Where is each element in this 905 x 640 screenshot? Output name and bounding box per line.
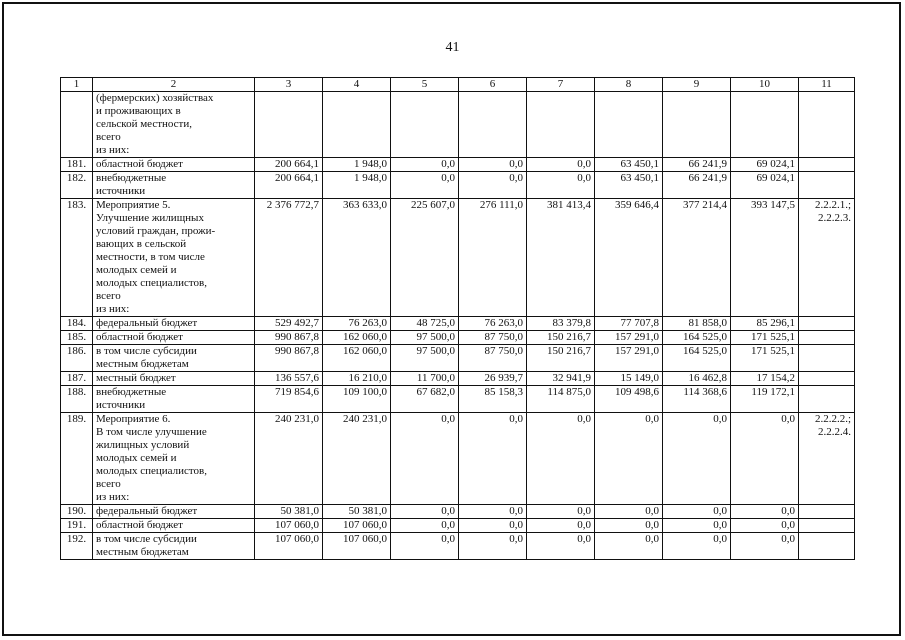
row-number-cell: 188. xyxy=(61,386,93,413)
amount-cell: 83 379,8 xyxy=(527,317,595,331)
amount-cell: 107 060,0 xyxy=(323,533,391,560)
row-name-cell: федеральный бюджет xyxy=(93,317,255,331)
amount-cell: 0,0 xyxy=(663,413,731,505)
amount-cell: 719 854,6 xyxy=(255,386,323,413)
table-row xyxy=(61,372,855,386)
amount-cell: 377 214,4 xyxy=(663,199,731,317)
column-header: 1 xyxy=(61,78,93,92)
table-row xyxy=(61,519,855,533)
amount-cell: 393 147,5 xyxy=(731,199,799,317)
amount-cell: 0,0 xyxy=(459,519,527,533)
amount-cell xyxy=(391,92,459,158)
row-number-cell: 189. xyxy=(61,413,93,505)
column-header: 7 xyxy=(527,78,595,92)
row-number-cell xyxy=(61,92,93,158)
amount-cell: 97 500,0 xyxy=(391,345,459,372)
amount-cell: 15 149,0 xyxy=(595,372,663,386)
row-name-cell: внебюджетные источники xyxy=(93,386,255,413)
table-row xyxy=(61,505,855,519)
column-header: 11 xyxy=(799,78,855,92)
amount-cell: 164 525,0 xyxy=(663,331,731,345)
amount-cell: 276 111,0 xyxy=(459,199,527,317)
amount-cell: 0,0 xyxy=(595,519,663,533)
column-header: 9 xyxy=(663,78,731,92)
amount-cell: 17 154,2 xyxy=(731,372,799,386)
row-name-cell: Мероприятие 6. В том числе улучшение жилищных условий молодых семей и молодых специалистов, всего из них: xyxy=(93,413,255,505)
amount-cell: 0,0 xyxy=(459,533,527,560)
amount-cell: 0,0 xyxy=(595,413,663,505)
amount-cell: 0,0 xyxy=(391,158,459,172)
amount-cell: 0,0 xyxy=(459,172,527,199)
table-row xyxy=(61,345,855,372)
amount-cell: 0,0 xyxy=(391,505,459,519)
program-ref-cell xyxy=(799,505,855,519)
amount-cell: 109 498,6 xyxy=(595,386,663,413)
row-number-cell: 191. xyxy=(61,519,93,533)
amount-cell: 16 462,8 xyxy=(663,372,731,386)
table-row xyxy=(61,199,855,317)
amount-cell: 85 158,3 xyxy=(459,386,527,413)
table-row xyxy=(61,533,855,560)
amount-cell: 16 210,0 xyxy=(323,372,391,386)
amount-cell: 0,0 xyxy=(731,505,799,519)
amount-cell: 114 875,0 xyxy=(527,386,595,413)
amount-cell: 990 867,8 xyxy=(255,331,323,345)
amount-cell: 157 291,0 xyxy=(595,331,663,345)
amount-cell: 69 024,1 xyxy=(731,172,799,199)
program-ref-cell xyxy=(799,386,855,413)
program-ref-cell xyxy=(799,172,855,199)
amount-cell: 0,0 xyxy=(391,533,459,560)
table-row xyxy=(61,317,855,331)
amount-cell: 107 060,0 xyxy=(255,533,323,560)
row-name-cell: Мероприятие 5. Улучшение жилищных условий граждан, прожи- вающих в сельской местности, в том числе молодых семей и молодых специалистов, всего из них: xyxy=(93,199,255,317)
column-header: 10 xyxy=(731,78,799,92)
amount-cell: 0,0 xyxy=(391,413,459,505)
amount-cell xyxy=(255,92,323,158)
amount-cell: 0,0 xyxy=(663,505,731,519)
row-name-cell: местный бюджет xyxy=(93,372,255,386)
table-row xyxy=(61,413,855,505)
amount-cell: 164 525,0 xyxy=(663,345,731,372)
amount-cell: 150 216,7 xyxy=(527,331,595,345)
row-number-cell: 181. xyxy=(61,158,93,172)
column-header: 6 xyxy=(459,78,527,92)
amount-cell: 63 450,1 xyxy=(595,158,663,172)
amount-cell xyxy=(663,92,731,158)
row-number-cell: 192. xyxy=(61,533,93,560)
table-row xyxy=(61,158,855,172)
program-ref-cell xyxy=(799,345,855,372)
amount-cell: 114 368,6 xyxy=(663,386,731,413)
amount-cell: 0,0 xyxy=(459,505,527,519)
program-ref-cell xyxy=(799,317,855,331)
column-number-row xyxy=(61,78,855,92)
amount-cell: 0,0 xyxy=(731,533,799,560)
amount-cell xyxy=(459,92,527,158)
amount-cell: 107 060,0 xyxy=(255,519,323,533)
column-header: 4 xyxy=(323,78,391,92)
amount-cell: 990 867,8 xyxy=(255,345,323,372)
amount-cell: 0,0 xyxy=(527,158,595,172)
table-row xyxy=(61,331,855,345)
amount-cell: 0,0 xyxy=(663,533,731,560)
amount-cell: 69 024,1 xyxy=(731,158,799,172)
amount-cell: 157 291,0 xyxy=(595,345,663,372)
amount-cell: 66 241,9 xyxy=(663,172,731,199)
amount-cell: 359 646,4 xyxy=(595,199,663,317)
amount-cell: 240 231,0 xyxy=(255,413,323,505)
amount-cell: 0,0 xyxy=(527,533,595,560)
row-name-cell: внебюджетные источники xyxy=(93,172,255,199)
amount-cell: 0,0 xyxy=(527,172,595,199)
row-name-cell: (фермерских) хозяйствах и проживающих в сельской местности, всего из них: xyxy=(93,92,255,158)
amount-cell: 136 557,6 xyxy=(255,372,323,386)
amount-cell xyxy=(731,92,799,158)
row-number-cell: 187. xyxy=(61,372,93,386)
amount-cell: 77 707,8 xyxy=(595,317,663,331)
program-ref-cell: 2.2.2.2.; 2.2.2.4. xyxy=(799,413,855,505)
amount-cell: 0,0 xyxy=(731,413,799,505)
row-number-cell: 186. xyxy=(61,345,93,372)
amount-cell: 1 948,0 xyxy=(323,172,391,199)
row-name-cell: федеральный бюджет xyxy=(93,505,255,519)
amount-cell: 85 296,1 xyxy=(731,317,799,331)
page-number: 41 xyxy=(445,40,460,55)
amount-cell: 67 682,0 xyxy=(391,386,459,413)
row-name-cell: в том числе субсидии местным бюджетам xyxy=(93,345,255,372)
amount-cell: 0,0 xyxy=(391,172,459,199)
column-header: 5 xyxy=(391,78,459,92)
program-ref-cell xyxy=(799,519,855,533)
amount-cell: 150 216,7 xyxy=(527,345,595,372)
amount-cell: 0,0 xyxy=(595,505,663,519)
amount-cell: 1 948,0 xyxy=(323,158,391,172)
amount-cell: 0,0 xyxy=(459,413,527,505)
program-ref-cell xyxy=(799,372,855,386)
amount-cell: 63 450,1 xyxy=(595,172,663,199)
amount-cell: 381 413,4 xyxy=(527,199,595,317)
amount-cell xyxy=(323,92,391,158)
program-ref-cell xyxy=(799,158,855,172)
amount-cell: 87 750,0 xyxy=(459,345,527,372)
amount-cell: 48 725,0 xyxy=(391,317,459,331)
row-name-cell: областной бюджет xyxy=(93,331,255,345)
amount-cell: 32 941,9 xyxy=(527,372,595,386)
amount-cell: 119 172,1 xyxy=(731,386,799,413)
amount-cell: 0,0 xyxy=(527,505,595,519)
column-header: 2 xyxy=(93,78,255,92)
row-name-cell: в том числе субсидии местным бюджетам xyxy=(93,533,255,560)
table-row xyxy=(61,92,855,158)
amount-cell: 76 263,0 xyxy=(459,317,527,331)
program-ref-cell xyxy=(799,331,855,345)
column-header: 3 xyxy=(255,78,323,92)
column-header: 8 xyxy=(595,78,663,92)
amount-cell: 240 231,0 xyxy=(323,413,391,505)
amount-cell xyxy=(527,92,595,158)
row-number-cell: 182. xyxy=(61,172,93,199)
program-ref-cell xyxy=(799,92,855,158)
amount-cell: 200 664,1 xyxy=(255,158,323,172)
row-number-cell: 190. xyxy=(61,505,93,519)
amount-cell: 66 241,9 xyxy=(663,158,731,172)
amount-cell: 0,0 xyxy=(731,519,799,533)
amount-cell: 50 381,0 xyxy=(255,505,323,519)
amount-cell: 363 633,0 xyxy=(323,199,391,317)
amount-cell: 225 607,0 xyxy=(391,199,459,317)
amount-cell: 50 381,0 xyxy=(323,505,391,519)
amount-cell: 107 060,0 xyxy=(323,519,391,533)
budget-table xyxy=(60,77,855,560)
amount-cell: 162 060,0 xyxy=(323,345,391,372)
amount-cell: 97 500,0 xyxy=(391,331,459,345)
program-ref-cell xyxy=(799,533,855,560)
row-number-cell: 183. xyxy=(61,199,93,317)
amount-cell: 2 376 772,7 xyxy=(255,199,323,317)
amount-cell: 0,0 xyxy=(391,519,459,533)
amount-cell: 76 263,0 xyxy=(323,317,391,331)
amount-cell: 81 858,0 xyxy=(663,317,731,331)
amount-cell: 109 100,0 xyxy=(323,386,391,413)
amount-cell xyxy=(595,92,663,158)
amount-cell: 171 525,1 xyxy=(731,331,799,345)
amount-cell: 0,0 xyxy=(527,519,595,533)
amount-cell: 171 525,1 xyxy=(731,345,799,372)
row-name-cell: областной бюджет xyxy=(93,158,255,172)
amount-cell: 11 700,0 xyxy=(391,372,459,386)
table-row xyxy=(61,386,855,413)
amount-cell: 162 060,0 xyxy=(323,331,391,345)
amount-cell: 0,0 xyxy=(459,158,527,172)
row-number-cell: 184. xyxy=(61,317,93,331)
amount-cell: 200 664,1 xyxy=(255,172,323,199)
amount-cell: 26 939,7 xyxy=(459,372,527,386)
amount-cell: 529 492,7 xyxy=(255,317,323,331)
row-name-cell: областной бюджет xyxy=(93,519,255,533)
amount-cell: 87 750,0 xyxy=(459,331,527,345)
amount-cell: 0,0 xyxy=(527,413,595,505)
amount-cell: 0,0 xyxy=(595,533,663,560)
program-ref-cell: 2.2.2.1.; 2.2.2.3. xyxy=(799,199,855,317)
table-row xyxy=(61,172,855,199)
row-number-cell: 185. xyxy=(61,331,93,345)
amount-cell: 0,0 xyxy=(663,519,731,533)
